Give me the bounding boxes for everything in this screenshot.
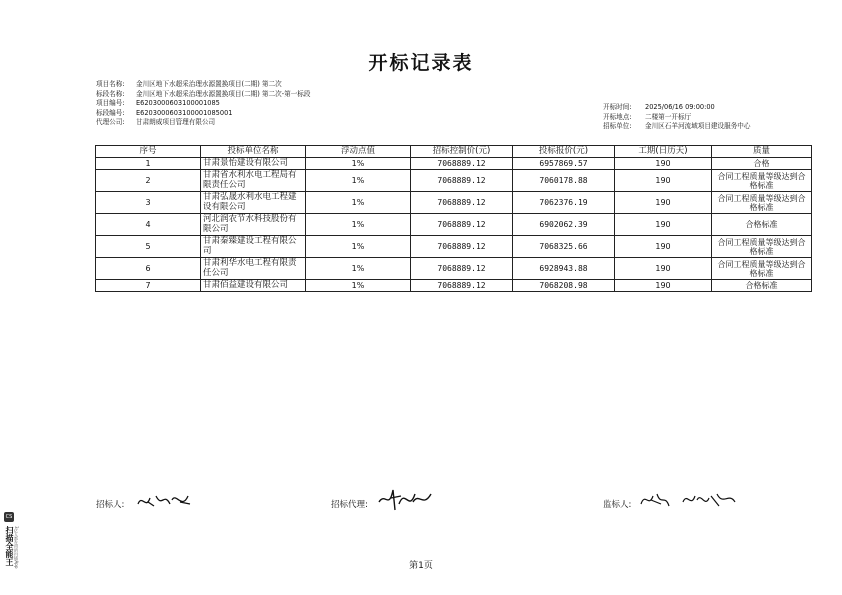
tenderer-signature-block — [96, 498, 124, 510]
duration-cell: 190 — [615, 192, 712, 214]
section-name-label: 标段名称: — [96, 89, 125, 98]
scanner-app-name: 扫描全能王 — [5, 526, 14, 566]
bidder-name-cell: 甘肃利华水电工程有限责任公司 — [201, 258, 306, 280]
bid-price-cell: 7068208.98 — [513, 280, 615, 292]
control-price-cell: 7068889.12 — [411, 170, 513, 192]
float-rate-cell: 1% — [306, 258, 411, 280]
section-number-row — [96, 109, 310, 119]
bid-price-cell: 6928943.88 — [513, 258, 615, 280]
row-number-cell: 5 — [96, 236, 201, 258]
project-name-label: 项目名称: — [96, 80, 125, 88]
project-number-label: 项目编号: — [96, 99, 125, 108]
bid-opening-table — [95, 145, 812, 292]
row-number-cell: 2 — [96, 170, 201, 192]
agent-signature-block — [331, 498, 368, 510]
header-cell: 投标单位名称 — [201, 146, 306, 158]
control-price-cell: 7068889.12 — [411, 236, 513, 258]
control-price-cell: 7068889.12 — [411, 158, 513, 170]
table-row — [96, 258, 812, 280]
opening-time-value: 2025/06/16 09:00:00 — [645, 103, 715, 111]
control-price-cell: 7068889.12 — [411, 214, 513, 236]
control-price-cell: 7068889.12 — [411, 192, 513, 214]
bidder-name-cell: 河北润农节水科技股份有限公司 — [201, 214, 306, 236]
opening-place-value: 二楼第一开标厅 — [645, 112, 692, 121]
quality-cell: 合同工程质量等级达到合格标准 — [712, 236, 812, 258]
section-name-value: 金川区地下水超采治理水源置换项目(二期) 第二次-第一标段 — [136, 89, 311, 98]
header-cell: 序号 — [96, 146, 201, 158]
supervisor-signature-icon — [637, 488, 747, 512]
document-title: 开标记录表 — [368, 52, 474, 74]
tender-org-row — [603, 122, 751, 132]
duration-cell: 190 — [615, 280, 712, 292]
opening-place-row — [603, 113, 751, 123]
supervisor-signature-block — [603, 498, 631, 510]
float-rate-cell: 1% — [306, 214, 411, 236]
float-rate-cell: 1% — [306, 192, 411, 214]
agent-company-value: 甘肃朗威项目管理有限公司 — [136, 118, 216, 127]
duration-cell: 190 — [615, 170, 712, 192]
row-number-cell: 3 — [96, 192, 201, 214]
opening-time-label: 开标时间: — [603, 103, 632, 111]
tender-org-label: 招标单位: — [603, 122, 632, 131]
scanner-logo-icon: CS — [5, 514, 13, 520]
header-cell: 投标报价(元) — [513, 146, 615, 158]
bid-price-cell: 6902062.39 — [513, 214, 615, 236]
agent-company-label: 代理公司: — [96, 118, 125, 127]
bid-price-cell: 6957869.57 — [513, 158, 615, 170]
header-cell: 工期(日历天) — [615, 146, 712, 158]
bid-price-cell: 7062376.19 — [513, 192, 615, 214]
scanner-watermark — [4, 512, 18, 582]
page-number: 第1页 — [409, 561, 433, 571]
tender-org-value: 金川区石羊河流域项目建设服务中心 — [645, 122, 751, 131]
row-number-cell: 7 — [96, 280, 201, 292]
table-row — [96, 170, 812, 192]
quality-cell: 合格标准 — [712, 214, 812, 236]
duration-cell: 190 — [615, 236, 712, 258]
bid-price-cell: 7068325.66 — [513, 236, 615, 258]
project-name-value: 金川区地下水超采治理水源置换项目(二期) 第二次 — [136, 80, 282, 88]
bid-price-cell: 7060178.88 — [513, 170, 615, 192]
row-number-cell: 6 — [96, 258, 201, 280]
section-number-value: E6203000603100001085001 — [136, 108, 233, 117]
table-row — [96, 214, 812, 236]
agent-signature-icon — [375, 484, 435, 514]
quality-cell: 合格 — [712, 158, 812, 170]
control-price-cell: 7068889.12 — [411, 258, 513, 280]
bidder-name-cell: 甘肃景怡建设有限公司 — [201, 158, 306, 170]
table-row — [96, 280, 812, 292]
duration-cell: 190 — [615, 214, 712, 236]
tenderer-label: 招标人: — [96, 500, 125, 510]
quality-cell: 合同工程质量等级达到合格标准 — [712, 170, 812, 192]
float-rate-cell: 1% — [306, 170, 411, 192]
quality-cell: 合格标准 — [712, 280, 812, 292]
row-number-cell: 1 — [96, 158, 201, 170]
project-name-row — [96, 80, 310, 90]
header-cell: 招标控制价(元) — [411, 146, 513, 158]
table-row — [96, 192, 812, 214]
bidder-name-cell: 甘肃弘晟水利水电工程建设有限公司 — [201, 192, 306, 214]
bidder-name-cell: 甘肃省水利水电工程局有限责任公司 — [201, 170, 306, 192]
opening-info — [603, 103, 751, 132]
project-info — [96, 80, 310, 128]
float-rate-cell: 1% — [306, 158, 411, 170]
duration-cell: 190 — [615, 158, 712, 170]
tenderer-signature-icon — [134, 488, 194, 514]
table-row — [96, 158, 812, 170]
agent-company-row — [96, 118, 310, 128]
bidder-name-cell: 甘肃秦臻建设工程有限公司 — [201, 236, 306, 258]
agent-sign-label: 招标代理: — [331, 500, 368, 510]
control-price-cell: 7068889.12 — [411, 280, 513, 292]
table-header-row — [96, 146, 812, 158]
header-cell: 质量 — [712, 146, 812, 158]
opening-place-label: 开标地点: — [603, 112, 632, 121]
project-number-value: E6203000603100001085 — [136, 99, 220, 108]
header-cell: 浮动点值 — [306, 146, 411, 158]
table-row — [96, 236, 812, 258]
opening-time-row — [603, 103, 751, 113]
section-name-row — [96, 90, 310, 100]
quality-cell: 合同工程质量等级达到合格标准 — [712, 258, 812, 280]
row-number-cell: 4 — [96, 214, 201, 236]
float-rate-cell: 1% — [306, 236, 411, 258]
quality-cell: 合同工程质量等级达到合格标准 — [712, 192, 812, 214]
scanner-app-tagline: 3亿人都在用的扫描App — [14, 526, 19, 569]
float-rate-cell: 1% — [306, 280, 411, 292]
supervisor-label: 监标人: — [603, 500, 632, 510]
duration-cell: 190 — [615, 258, 712, 280]
section-number-label: 标段编号: — [96, 108, 125, 117]
bidder-name-cell: 甘肃佰益建设有限公司 — [201, 280, 306, 292]
project-number-row — [96, 99, 310, 109]
